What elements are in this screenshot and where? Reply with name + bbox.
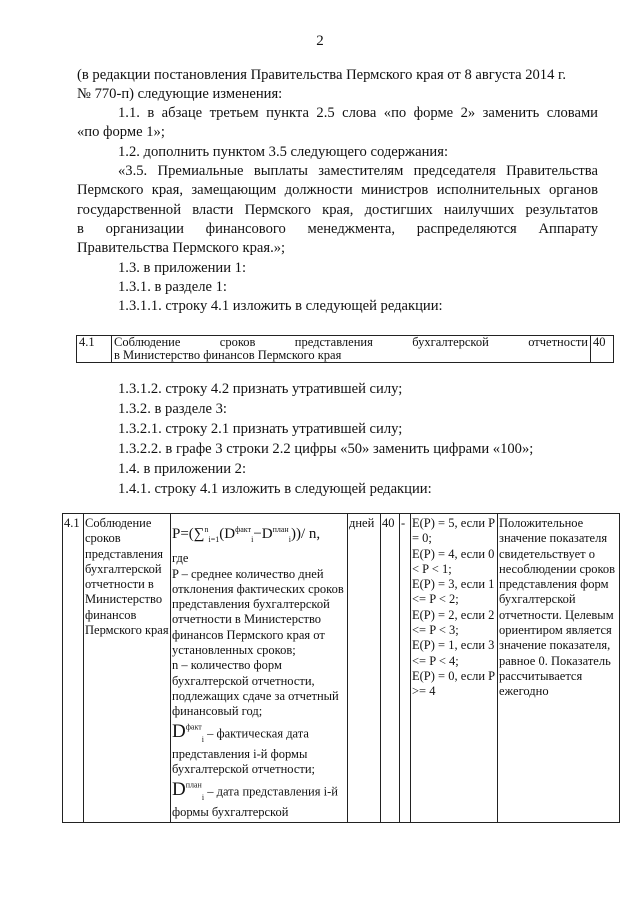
row-number: 4.1	[77, 336, 112, 363]
text-line: в организации финансового менеджмента, распределяются Аппарату	[77, 221, 598, 237]
text-line: «по форме 1»;	[77, 124, 165, 140]
row-value: 40	[591, 336, 614, 363]
table-row	[63, 514, 620, 823]
scale-item: E(P) = 5, если P = 0;	[412, 516, 495, 546]
d-plan-symbol: $D^{план}_i$	[172, 778, 205, 802]
table-section1-row	[76, 335, 614, 363]
text-line: (в редакции постановления Правительства Пермского края от 8 августа 2014 г.	[77, 67, 567, 83]
text-line: 1.3.1. в разделе 1:	[118, 279, 227, 295]
row-formula-cell	[171, 514, 348, 823]
text-line: 1.3.1.1. строку 4.1 изложить в следующей редакции:	[118, 298, 443, 314]
row-dash: -	[400, 514, 411, 823]
row-number: 4.1	[63, 514, 84, 823]
page-number: 2	[316, 33, 324, 49]
scale-item: E(P) = 4, если 0 < P < 1;	[412, 546, 495, 576]
text-line: Правительства Пермского края.»;	[77, 240, 286, 256]
text-line: 1.3.2.1. строку 2.1 признать утратившей силу;	[118, 421, 403, 437]
text-line: 1.3.1.2. строку 4.2 признать утратившей силу;	[118, 381, 403, 397]
n-definition: n – количество форм бухгалтерской отчетности, подлежащих сдаче за отчетный финансовый год;	[172, 658, 339, 719]
scale-item: E(P) = 1, если 3 <= P < 4;	[412, 638, 495, 668]
text-line: 1.4.1. строку 4.1 изложить в следующей редакции:	[118, 481, 432, 497]
row-scale	[411, 514, 498, 823]
text-line: 1.3.2.2. в графе 3 строки 2.2 цифры «50» заменить цифрами «100»;	[118, 441, 534, 457]
row-comment: Положительное значение показателя свидетельствует о несоблюдении сроков представления форм бухгалтерской отчетности. Целевым ориентиром является значение показателя, равное 0. Показатель рассчитывается ежегодно	[498, 514, 620, 823]
row-text	[112, 336, 591, 363]
row-indicator-name: Соблюдение сроков представления бухгалтерской отчетности в Министерство финансов Пермского края	[84, 514, 171, 823]
scale-item: E(P) = 3, если 1 <= P < 2;	[412, 577, 495, 607]
text-line: 1.3.2. в разделе 3:	[118, 401, 227, 417]
text-line: 1.3. в приложении 1:	[118, 260, 247, 276]
text-line: Пермского края, замещающим должности министров исполнительных органов	[77, 182, 598, 198]
d-plan-definition: $D^{план}_i$ – дата представления i-й формы бухгалтерской	[172, 778, 338, 819]
row-unit: дней	[348, 514, 381, 823]
text-line: «3.5. Премиальные выплаты заместителям председателя Правительства	[118, 163, 598, 179]
row-text-line1: Соблюдение сроков представления бухгалтерской отчетности	[114, 335, 588, 349]
row-max-value: 40	[381, 514, 400, 823]
d-fact-symbol: $D^{факт}_i$	[172, 720, 204, 744]
text-line: 1.4. в приложении 2:	[118, 461, 247, 477]
row-text-line2: в Министерство финансов Пермского края	[114, 348, 342, 362]
d-fact-definition: $D^{факт}_i$ – фактическая дата представления i-й формы бухгалтерской отчетности;	[172, 720, 315, 777]
p-definition: P – среднее количество дней отклонения фактических сроков представления бухгалтерской отчетности в Министерство финансов Пермского края от установленных сроков;	[172, 566, 344, 658]
formula: $P=(\sum^n_{i=1}(D^{факт}_i-D^{план}_i))/$ n,	[172, 525, 321, 544]
text-line: № 770-п) следующие изменения:	[77, 86, 283, 102]
table-appendix2-row	[62, 513, 620, 823]
text-line: 1.1. в абзаце третьем пункта 2.5 слова «по форме 2» заменить словами	[118, 105, 598, 121]
text-line: государственной власти Пермского края, достигших наилучших результатов	[77, 202, 598, 218]
table-row	[77, 336, 614, 363]
scale-item: E(P) = 0, если P >= 4	[412, 668, 495, 699]
text-line: 1.2. дополнить пунктом 3.5 следующего содержания:	[118, 144, 449, 160]
scale-item: E(P) = 2, если 2 <= P < 3;	[412, 607, 495, 638]
formula-where: где	[172, 551, 189, 566]
